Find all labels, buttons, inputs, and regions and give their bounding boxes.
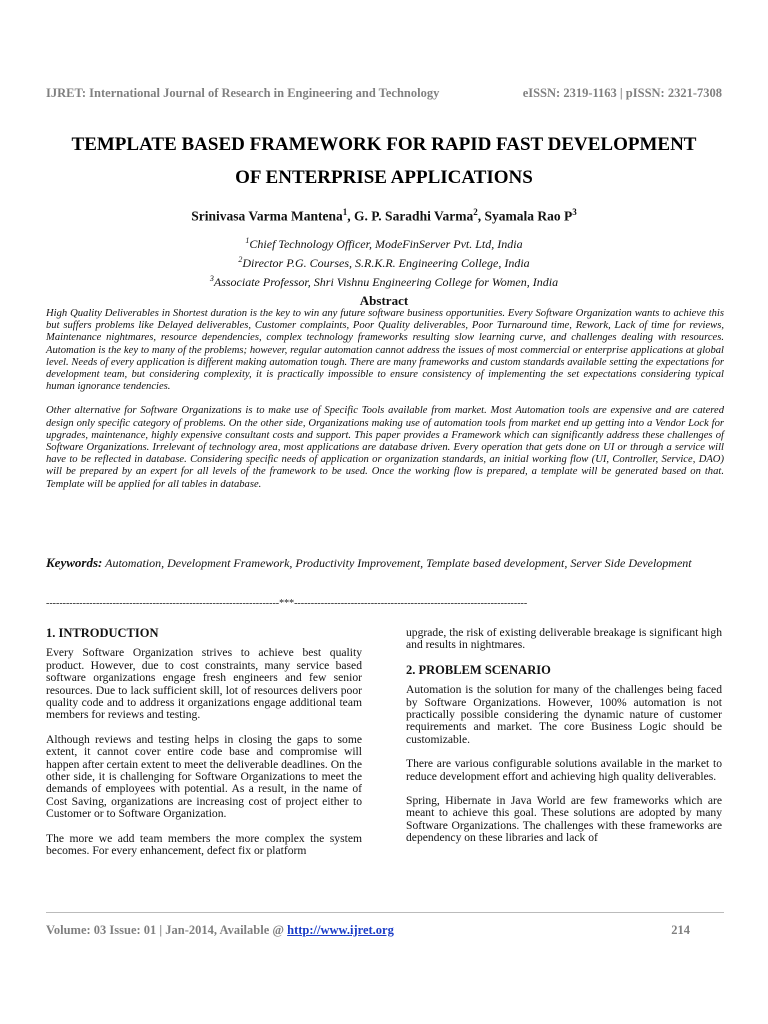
affiliation-1-sup: 1 [245, 236, 250, 245]
affiliation-2-text: Director P.G. Courses, S.R.K.R. Engineering College, India [242, 256, 530, 270]
issn-text: eISSN: 2319-1163 | pISSN: 2321-7308 [522, 86, 722, 100]
affiliation-3 [40, 271, 728, 290]
title-line-1: TEMPLATE BASED FRAMEWORK FOR RAPID FAST DEVELOPMENT [71, 134, 697, 155]
abstract-paragraph-1: High Quality Deliverables in Shortest duration is the key to win any future software business opportunities. Every Software Organization wants to achieve this but suffers problems like Delayed deliverables, Customer complaints, Poor Quality deliverables, Poor Turnaround time, Rework, Lack of time for reviews, Maintenance nightmares, resource dependencies, complex technology frameworks resulting slow learning curve, and challenges dealing with resources. Automation is the key to many of the problems; however, regular automation cannot address the issues of most commercial or enterprise applications at global level. Needs of every application is different making automation tough. There are many frameworks and custom standards available setting the expectations for development team, but considering complexity, it is practically impossible to ensure consistency of implementing the set expectations considering typical human ignorance tendencies. [46, 308, 724, 393]
author-2: G. P. Saradhi Varma [354, 208, 474, 224]
abstract-body [46, 308, 724, 503]
section-divider: ----------------------------------------------------------------------***---------------------------------------------------------------------- [46, 598, 528, 609]
author-list [40, 207, 728, 225]
journal-url-link[interactable]: http://www.ijret.org [287, 923, 394, 937]
author-3-sup: 3 [572, 207, 577, 217]
keywords-text: Automation, Development Framework, Productivity Improvement, Template based development, Server Side Development [102, 556, 692, 570]
affiliation-3-text: Associate Professor, Shri Vishnu Engineering College for Women, India [213, 275, 559, 289]
author-2-sup: 2 [473, 207, 478, 217]
abstract-heading: Abstract [359, 293, 409, 308]
left-column [46, 627, 362, 870]
affiliation-list [40, 233, 728, 290]
footer-volume-text: Volume: 03 Issue: 01 | Jan-2014, Available @ [46, 923, 288, 937]
footer-volume [46, 923, 394, 938]
author-sep: , [477, 208, 485, 224]
author-1: Srinivasa Varma Mantena [191, 208, 343, 224]
affiliation-2-sup: 2 [238, 255, 243, 264]
affiliation-3-sup: 3 [209, 274, 214, 283]
affiliation-2 [40, 252, 728, 271]
intro-heading: 1. INTRODUCTION [46, 626, 159, 640]
keywords [46, 552, 724, 574]
intro-continuation: upgrade, the risk of existing deliverable breakage is significant high and results in nightmares. [406, 626, 722, 652]
right-column [406, 627, 722, 857]
title-line-2: OF ENTERPRISE APPLICATIONS [235, 167, 533, 188]
intro-paragraph-1: Every Software Organization strives to achieve best quality product. However, due to cost constraints, many service based software organizations engage fresh engineers and few senior resources. Due to lack sufficient skill, lot of resources delivers poor quality code and to address it organizations engage additional team members for reviews and testing. [46, 646, 362, 722]
running-header [46, 86, 722, 101]
keywords-label: Keywords: [46, 555, 103, 570]
author-sep: , [347, 208, 355, 224]
problem-paragraph-3: Spring, Hibernate in Java World are few frameworks which are meant to achieve this goal. These solutions are adopted by many Software Organizations. The challenges with these frameworks are dependency on these libraries and lack of [406, 794, 722, 845]
intro-paragraph-2: Although reviews and testing helps in closing the gaps to some extent, it cannot cover entire code base and compromise will happen after certain extent to meet the deliverable deadlines. On the other side, it is challenging for Software Organizations to meet the demands of employees with potential. As a result, in the name of Cost Saving, organizations are increasing cost of project either to Customer or to Software Organization. [46, 732, 362, 821]
author-3: Syamala Rao P [484, 208, 573, 224]
affiliation-1 [40, 233, 728, 252]
problem-heading: 2. PROBLEM SCENARIO [406, 662, 551, 677]
problem-paragraph-1: Automation is the solution for many of the challenges being faced by Software Organizations. However, 100% automation is not practically possible considering the dynamic nature of customer requirements and market. The core Business Logic should be customizable. [406, 683, 722, 746]
affiliation-1-text: Chief Technology Officer, ModeFinServer Pvt. Ltd, India [249, 237, 523, 251]
page-footer [46, 923, 690, 938]
problem-paragraph-2: There are various configurable solutions available in the market to reduce development effort and achieving high quality deliverables. [406, 757, 722, 783]
footer-rule [46, 912, 724, 913]
intro-paragraph-3: The more we add team members the more complex the system becomes. For every enhancement, defect fix or platform [46, 831, 362, 858]
author-1-sup: 1 [342, 207, 348, 217]
page-number: 214 [671, 923, 690, 937]
journal-name: IJRET: International Journal of Research in Engineering and Technology [46, 86, 440, 100]
paper-title [40, 128, 728, 194]
abstract-paragraph-2: Other alternative for Software Organizations is to make use of Specific Tools available from market. Most Automation tools are expensive and are catered design only specific category of problems. On the other side, Organizations making use of automation tools from market end up getting into a Vendor Lock for upgrades, maintenance, highly expensive consultant costs and support. This paper provides a Framework which can significantly address these challenges of Software Organizations. Irrelevant of technology area, most applications are database driven. Every operation that gets done on UI or through a service will have to be reflected in database. Considering specific needs of application or organization standards, an initial working flow (UI, Controller, Service, DAO) will be prepared by an expert for all levels of the framework to be used. Once the working flow is prepared, a template will be generated based on that. Template will be applied for all tables in database. [46, 405, 724, 490]
